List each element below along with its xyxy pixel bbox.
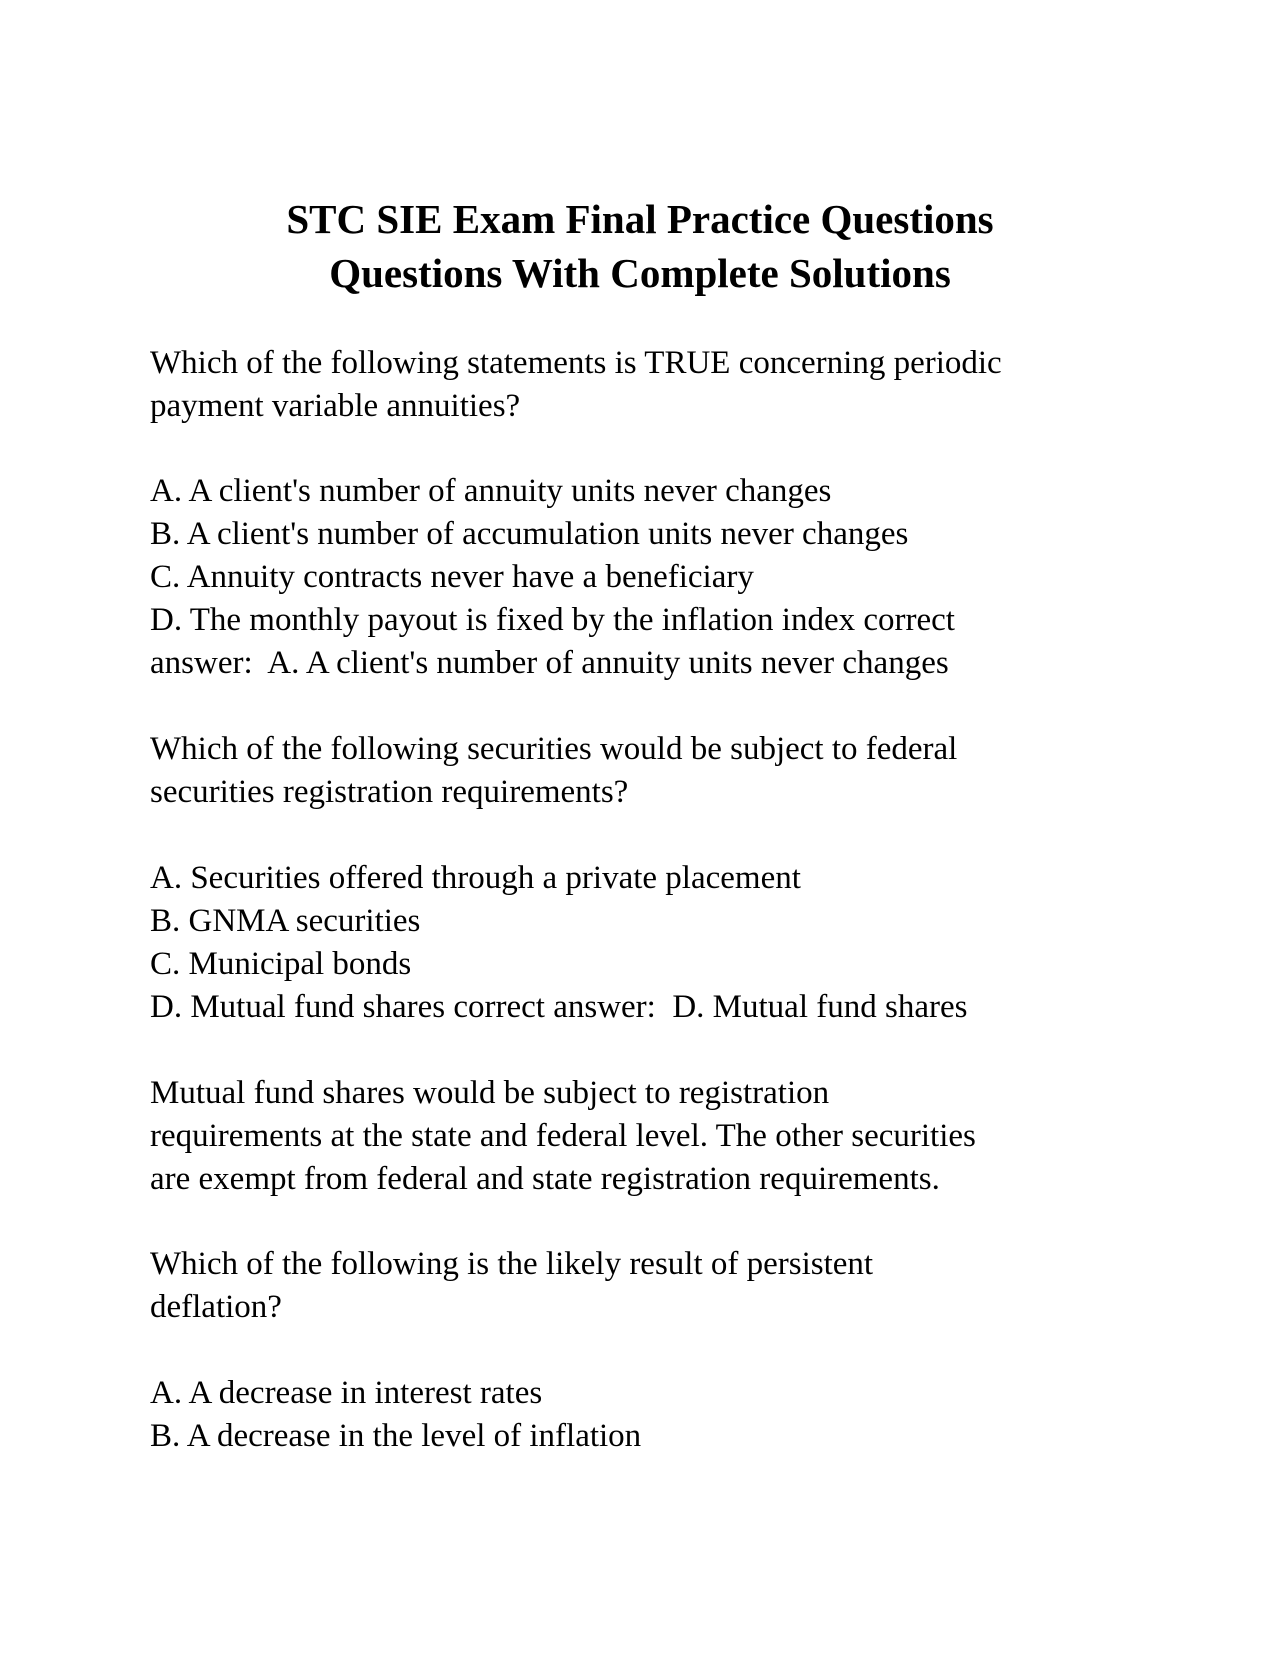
question-2-stem-line: securities registration requirements? xyxy=(150,774,629,810)
question-2-option-a: A. Securities offered through a private placement xyxy=(150,860,801,896)
question-3-stem-line: deflation? xyxy=(150,1289,282,1325)
title-line: Questions With Complete Solutions xyxy=(329,250,951,296)
question-3-option-b: B. A decrease in the level of inflation xyxy=(150,1418,642,1454)
question-2-options xyxy=(150,857,1150,1029)
question-1-stem-line: payment variable annuities? xyxy=(150,388,521,424)
question-1-option-b: B. A client's number of accumulation units never changes xyxy=(150,516,909,552)
question-1-stem-line: Which of the following statements is TRUE concerning periodic xyxy=(150,345,1002,381)
question-1-option-d: D. The monthly payout is fixed by the inflation index correct xyxy=(150,602,955,638)
title-line: STC SIE Exam Final Practice Questions xyxy=(286,196,994,242)
question-1-option-c: C. Annuity contracts never have a beneficiary xyxy=(150,559,754,595)
question-3-options xyxy=(150,1372,1150,1458)
question-3-option-a: A. A decrease in interest rates xyxy=(150,1375,543,1411)
explanation-line: requirements at the state and federal level. The other securities xyxy=(150,1118,976,1154)
explanation-line: are exempt from federal and state registration requirements. xyxy=(150,1161,940,1197)
question-3-stem xyxy=(150,1243,1150,1329)
question-3-stem-line: Which of the following is the likely result of persistent xyxy=(150,1246,874,1282)
question-2-option-d-answer: D. Mutual fund shares correct answer: D. Mutual fund shares xyxy=(150,989,968,1025)
question-2-explanation xyxy=(150,1072,1150,1201)
document-title xyxy=(150,192,1130,300)
question-1-option-a: A. A client's number of annuity units never changes xyxy=(150,473,832,509)
question-2-stem xyxy=(150,728,1150,814)
question-2-stem-line: Which of the following securities would be subject to federal xyxy=(150,731,958,767)
question-1-answer: answer: A. A client's number of annuity units never changes xyxy=(150,645,949,681)
question-2-option-c: C. Municipal bonds xyxy=(150,946,412,982)
question-1-stem xyxy=(150,342,1150,428)
question-1-options xyxy=(150,470,1150,685)
question-2-option-b: B. GNMA securities xyxy=(150,903,421,939)
explanation-line: Mutual fund shares would be subject to registration xyxy=(150,1075,830,1111)
